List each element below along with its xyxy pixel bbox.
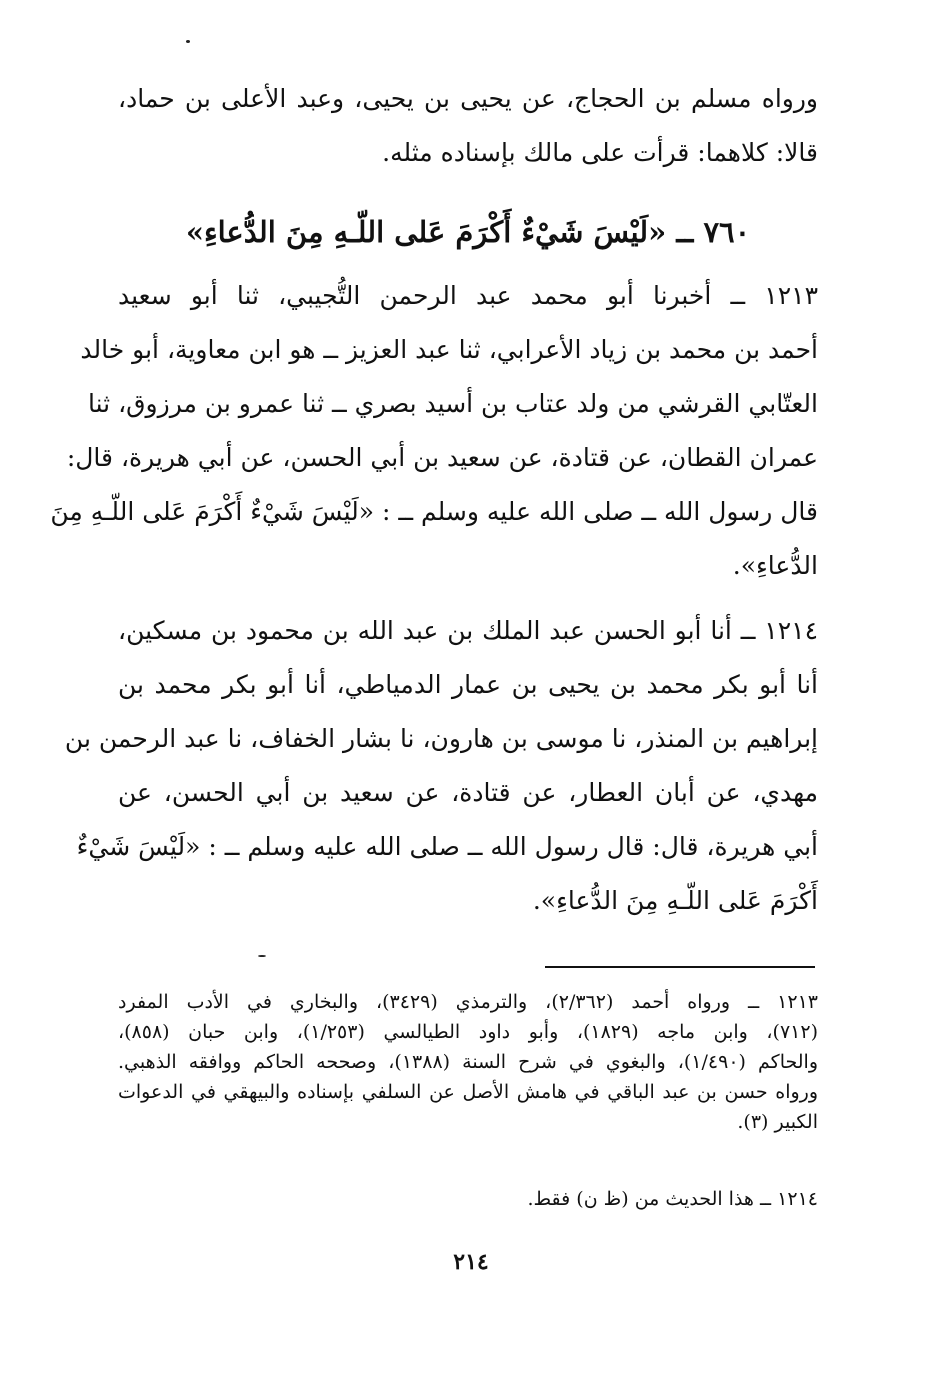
text-line: ورواه مسلم بن الحجاج، عن يحيى بن يحيى، وعبد الأعلى بن حماد، [118, 84, 818, 113]
text-line: أنا أبو بكر محمد بن يحيى بن عمار الدمياطي، أنا أبو بكر محمد بن [118, 670, 818, 699]
text-line: قال رسول الله ــ صلى الله عليه وسلم ــ : «لَيْسَ شَيْءٌ أَكْرَمَ عَلى اللّـهِ مِنَ [50, 497, 818, 526]
footnote-line: ١٢١٤ ــ هذا الحديث من (ظ ن) فقط. [527, 1188, 818, 1210]
footnote-line: والحاكم (١/٤٩٠)، والبغوي في شرح السنة (١٣٨٨)، وصححه الحاكم ووافقه الذهبي. [118, 1051, 818, 1073]
text-line: مهدي، عن أبان العطار، عن قتادة، عن سعيد بن أبي الحسن، عن [118, 778, 818, 807]
text-line: أَكْرَمَ عَلى اللّـهِ مِنَ الدُّعاءِ». [532, 886, 818, 915]
footnote-1214 [118, 1184, 818, 1214]
ink-speck [186, 40, 190, 43]
hadith-1213-paragraph [50, 269, 818, 593]
footnote-line: ورواه حسن بن عبد الباقي في هامش الأصل عن السلفي بإسناده والبيهقي في الدعوات [118, 1081, 818, 1103]
footnote-line: الكبير (٣). [737, 1111, 818, 1133]
text-line: عمران القطان، عن قتادة، عن سعيد بن أبي الحسن، عن أبي هريرة، قال: [66, 443, 818, 472]
text-line: الدُّعاءِ». [732, 551, 818, 580]
hadith-1214-paragraph [64, 604, 818, 928]
text-line: العتّابي القرشي من ولد عتاب بن أسيد بصري ــ ثنا عمرو بن مرزوق، ثنا [88, 389, 818, 418]
page-number: ٢١٤ [453, 1249, 489, 1275]
footnote-line: (٧١٢)، وابن ماجه (١٨٢٩)، وأبو داود الطيالسي (١/٢٥٣)، وابن حبان (٨٥٨)، [118, 1021, 818, 1043]
footnote-line: ١٢١٣ ــ ورواه أحمد (٢/٣٦٢)، والترمذي (٣٤٢٩)، والبخاري في الأدب المفرد [118, 991, 818, 1013]
text-line: قالا: كلاهما: قرأت على مالك بإسناده مثله. [382, 138, 818, 167]
footnote-1213 [118, 987, 818, 1137]
intro-paragraph [118, 72, 818, 180]
ink-speck [258, 955, 266, 957]
chapter-heading: ٧٦٠ ــ «لَيْسَ شَيْءٌ أَكْرَمَ عَلى اللّـهِ مِنَ الدُّعاءِ» [185, 215, 751, 249]
text-line: أحمد بن محمد بن زياد الأعرابي، ثنا عبد العزيز ــ هو ابن معاوية، أبو خالد [80, 335, 818, 364]
text-line: ١٢١٤ ــ أنا أبو الحسن عبد الملك بن عبد الله بن محمود بن مسكين، [118, 616, 818, 645]
text-line: أبي هريرة، قال: قال رسول الله ــ صلى الله عليه وسلم ــ : «لَيْسَ شَيْءٌ [76, 832, 818, 861]
text-line: ١٢١٣ ــ أخبرنا أبو محمد عبد الرحمن التُّجيبي، ثنا أبو سعيد [118, 281, 818, 310]
text-line: إبراهيم بن المنذر، نا موسى بن هارون، نا بشار الخفاف، نا عبد الرحمن بن [64, 724, 818, 753]
footnote-separator [545, 966, 815, 968]
